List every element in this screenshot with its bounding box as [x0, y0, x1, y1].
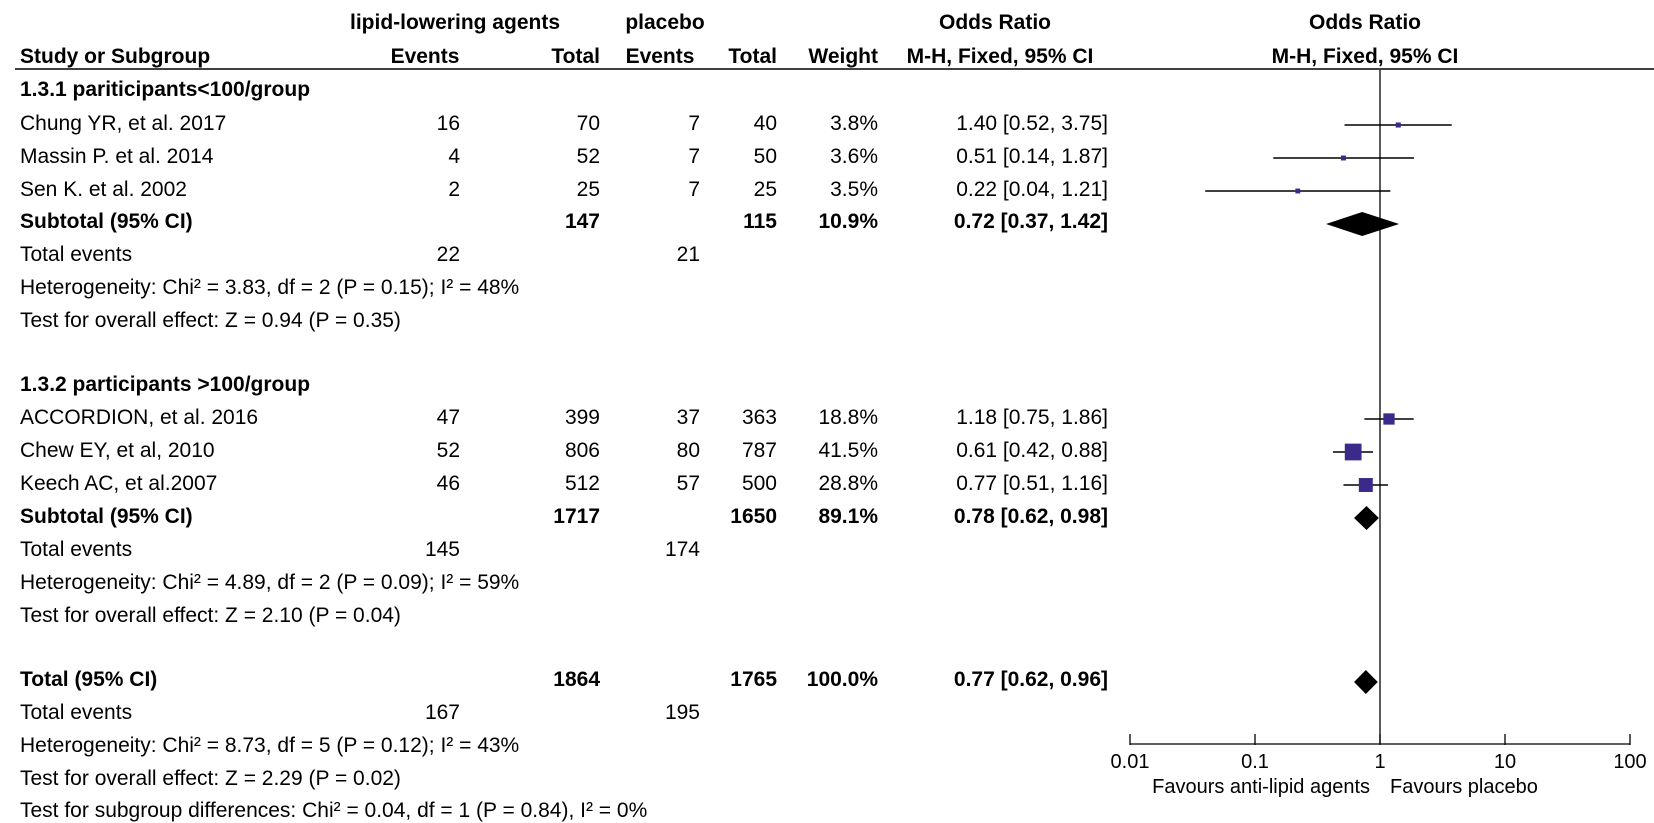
total-events2: 174 [664, 538, 700, 561]
total-events-label: Total events [20, 538, 133, 561]
events2-cell: 7 [688, 145, 700, 168]
study-marker [1359, 478, 1373, 492]
total-events1: 22 [436, 243, 460, 266]
subgroup-title: 1.3.1 pariticipants<100/group [20, 78, 311, 101]
total-events2: 195 [664, 701, 700, 724]
favours-right-label: Favours placebo [1390, 776, 1538, 798]
total2-cell: 115 [743, 210, 777, 233]
total-events-label: Total events [20, 701, 133, 724]
weight-cell: 89.1% [818, 505, 878, 528]
events1-cell: 46 [436, 472, 460, 495]
study-marker [1295, 189, 1300, 194]
events2-header: Events [625, 45, 695, 68]
pooled-diamond [1354, 670, 1378, 694]
weight-cell: 100.0% [806, 668, 878, 691]
study-name: Chung YR, et al. 2017 [20, 112, 227, 135]
events1-header: Events [390, 45, 460, 68]
x-tick-label: 0.1 [1241, 751, 1269, 773]
ci-cell: 0.61 [0.42, 0.88] [956, 439, 1108, 462]
subgroup-diff-text: Test for subgroup differences: Chi² = 0.04, df = 1 (P = 0.84), I² = 0% [20, 799, 648, 822]
total1-cell: 70 [576, 112, 600, 135]
events1-cell: 16 [436, 112, 460, 135]
ci-cell: 1.18 [0.75, 1.86] [956, 406, 1108, 429]
total2-cell: 363 [741, 406, 777, 429]
total2-cell: 787 [741, 439, 777, 462]
ci-cell: 1.40 [0.52, 3.75] [956, 112, 1108, 135]
heterogeneity-text: Heterogeneity: Chi² = 8.73, df = 5 (P = 0.12); I² = 43% [20, 734, 520, 757]
weight-header: Weight [808, 45, 878, 68]
weight-cell: 3.5% [830, 178, 878, 201]
study-marker [1345, 444, 1362, 461]
total1-cell: 512 [564, 472, 600, 495]
total2-cell: 1650 [730, 505, 777, 528]
group1-header: lipid-lowering agents [349, 11, 560, 34]
weight-cell: 3.8% [830, 112, 878, 135]
overall-effect-text: Test for overall effect: Z = 0.94 (P = 0.35) [20, 309, 401, 332]
favours-left-label: Favours anti-lipid agents [1152, 776, 1370, 798]
total-events1: 145 [424, 538, 460, 561]
ci-cell: 0.77 [0.62, 0.96] [953, 668, 1108, 691]
total1-header: Total [551, 45, 600, 68]
ci-cell: 0.78 [0.62, 0.98] [953, 505, 1108, 528]
study-marker [1383, 413, 1394, 424]
group2-header: placebo [625, 11, 705, 34]
total1-cell: 399 [564, 406, 600, 429]
study-marker [1341, 156, 1346, 161]
x-tick-label: 1 [1374, 751, 1386, 773]
subtotal-label: Subtotal (95% CI) [20, 210, 193, 233]
total2-cell: 50 [753, 145, 777, 168]
total-events2: 21 [676, 243, 700, 266]
events1-cell: 2 [448, 178, 460, 201]
study-name: Chew EY, et al, 2010 [20, 439, 215, 462]
events1-cell: 52 [436, 439, 460, 462]
total-events1: 167 [424, 701, 460, 724]
total1-cell: 1717 [553, 505, 600, 528]
events2-cell: 7 [688, 112, 700, 135]
total2-cell: 1765 [730, 668, 777, 691]
weight-cell: 18.8% [818, 406, 878, 429]
events1-cell: 47 [436, 406, 460, 429]
pooled-diamond [1354, 506, 1379, 530]
subtotal-label: Subtotal (95% CI) [20, 505, 193, 528]
total2-cell: 25 [753, 178, 777, 201]
method-header: M-H, Fixed, 95% CI [906, 45, 1094, 68]
events2-cell: 37 [676, 406, 700, 429]
ci-cell: 0.51 [0.14, 1.87] [956, 145, 1108, 168]
heterogeneity-text: Heterogeneity: Chi² = 4.89, df = 2 (P = 0.09); I² = 59% [20, 571, 520, 594]
total1-cell: 25 [576, 178, 600, 201]
study-marker [1396, 122, 1401, 127]
heterogeneity-text: Heterogeneity: Chi² = 3.83, df = 2 (P = 0.15); I² = 48% [20, 276, 520, 299]
ci-cell: 0.72 [0.37, 1.42] [953, 210, 1108, 233]
total-label: Total (95% CI) [20, 668, 158, 691]
ci-cell: 0.22 [0.04, 1.21] [956, 178, 1108, 201]
total2-header: Total [728, 45, 777, 68]
total2-cell: 40 [753, 112, 777, 135]
subgroup-title: 1.3.2 participants >100/group [20, 373, 311, 396]
weight-cell: 28.8% [818, 472, 878, 495]
weight-cell: 41.5% [818, 439, 878, 462]
total1-cell: 1864 [553, 668, 600, 691]
overall-effect-text: Test for overall effect: Z = 2.10 (P = 0.04) [20, 604, 401, 627]
or-header: Odds Ratio [938, 11, 1051, 34]
x-tick-label: 10 [1493, 751, 1517, 773]
study-name: Sen K. et al. 2002 [20, 178, 187, 201]
plot-method-header: M-H, Fixed, 95% CI [1271, 45, 1459, 68]
ci-cell: 0.77 [0.51, 1.16] [956, 472, 1108, 495]
events2-cell: 57 [676, 472, 700, 495]
total2-cell: 500 [741, 472, 777, 495]
total1-cell: 806 [564, 439, 600, 462]
events1-cell: 4 [448, 145, 460, 168]
x-tick-label: 0.01 [1110, 751, 1150, 773]
study-name: Keech AC, et al.2007 [20, 472, 218, 495]
plot-or-header: Odds Ratio [1308, 11, 1421, 34]
total1-cell: 52 [576, 145, 600, 168]
overall-effect-text: Test for overall effect: Z = 2.29 (P = 0.02) [20, 767, 401, 790]
study-name: ACCORDION, et al. 2016 [20, 406, 259, 429]
total-events-label: Total events [20, 243, 133, 266]
weight-cell: 3.6% [830, 145, 878, 168]
weight-cell: 10.9% [818, 210, 878, 233]
events2-cell: 80 [676, 439, 700, 462]
total1-cell: 147 [564, 210, 600, 233]
study-header: Study or Subgroup [20, 45, 211, 68]
x-tick-label: 100 [1613, 751, 1647, 773]
pooled-diamond [1326, 212, 1399, 236]
study-name: Massin P. et al. 2014 [20, 145, 214, 168]
events2-cell: 7 [688, 178, 700, 201]
